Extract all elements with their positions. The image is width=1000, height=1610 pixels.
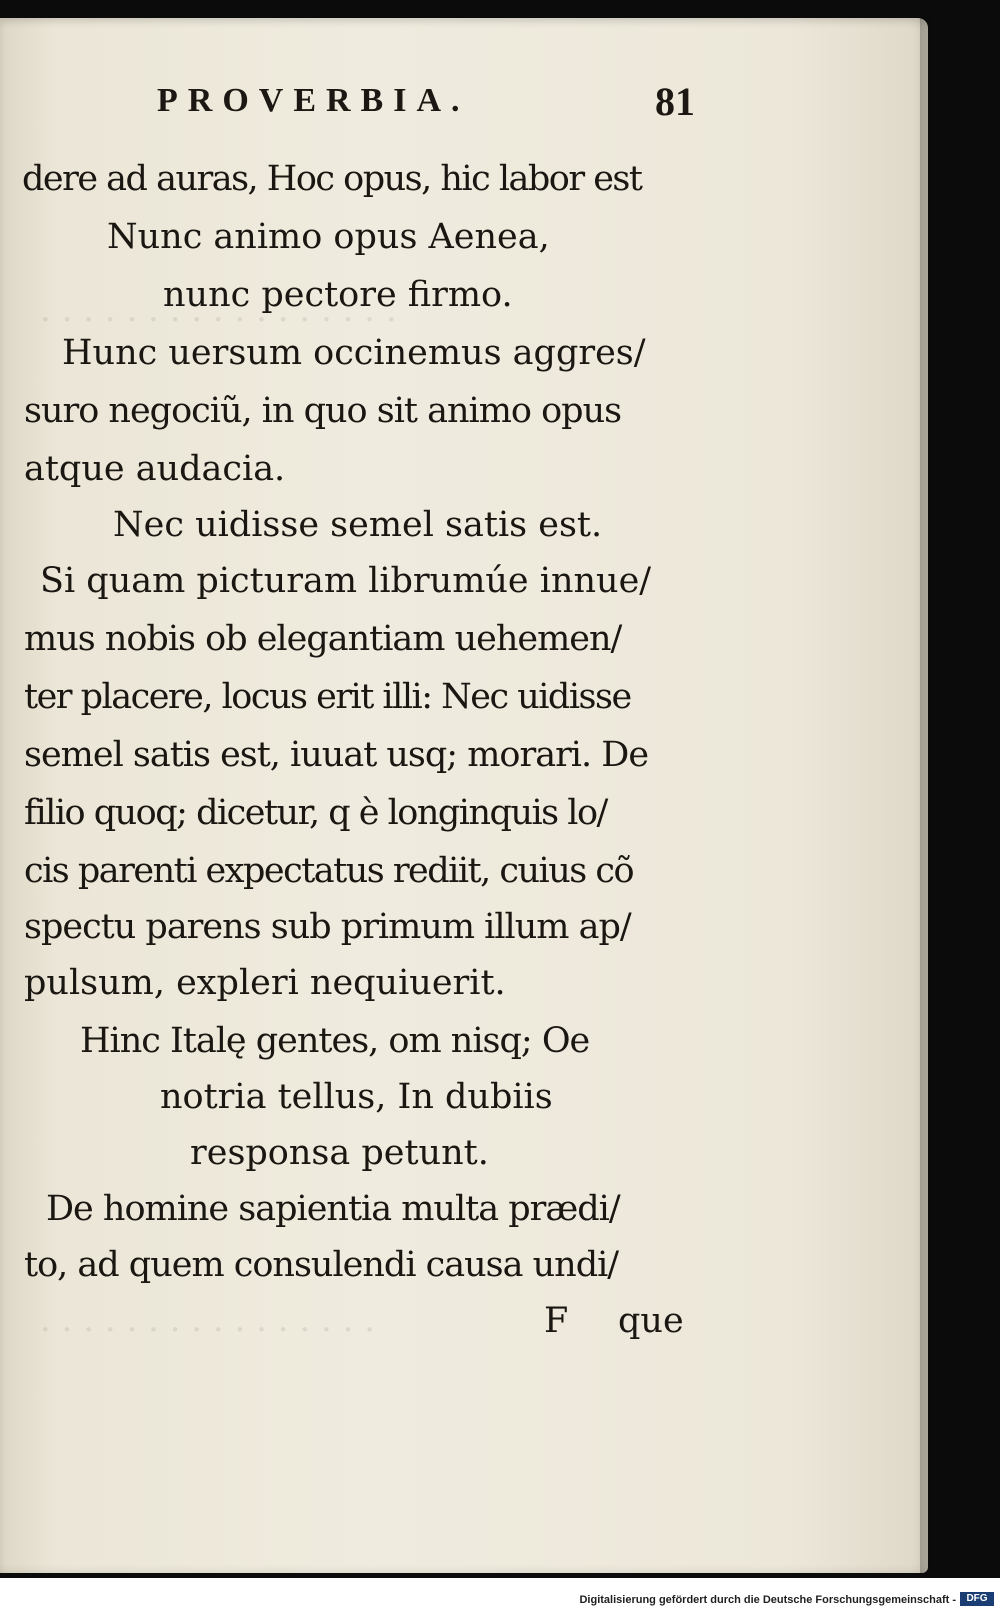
- show-through-texture: · · · · · · · · · · · · · · · ·: [40, 1310, 376, 1350]
- page-edge-shadow: [920, 18, 934, 1573]
- show-through-texture: · · · · · · · · · · · · · · · · ·: [40, 300, 397, 340]
- text-line: Si quam picturam librumúe innue/: [40, 561, 652, 601]
- text-line: spectu parens sub primum illum ap/: [24, 907, 631, 947]
- dfg-logo: DFG: [960, 1592, 994, 1606]
- text-line: cis parenti expectatus rediit, cuius cõ: [24, 851, 634, 891]
- text-line: dere ad auras, Hoc opus, hic labor est: [22, 159, 642, 199]
- text-line: notria tellus, In dubiis: [160, 1077, 553, 1117]
- text-line: pulsum, expleri nequiuerit.: [24, 963, 506, 1003]
- signature-mark: F: [544, 1301, 569, 1341]
- text-line: Nec uidisse semel satis est.: [113, 505, 603, 545]
- text-line: suro negociũ, in quo sit animo opus: [24, 391, 622, 431]
- catchword: que: [618, 1301, 684, 1341]
- text-line: to, ad quem consulendi causa undi/: [24, 1245, 619, 1285]
- text-line: atque audacia.: [24, 449, 286, 489]
- text-line: responsa petunt.: [190, 1133, 489, 1173]
- text-line: Hinc Italę gentes, om nisq; Oe: [80, 1021, 590, 1061]
- running-title: PROVERBIA.: [157, 82, 470, 119]
- text-line: semel satis est, iuuat usq; morari. De: [24, 735, 649, 775]
- text-line: Nunc animo opus Aenea,: [107, 217, 550, 257]
- text-line: Hunc uersum occinemus aggres/: [62, 333, 646, 373]
- digitization-credit: Digitalisierung gefördert durch die Deutsche Forschungsgemeinschaft -: [579, 1594, 956, 1606]
- text-line: De homine sapientia multa prædi/: [46, 1189, 620, 1229]
- page-number: 81: [655, 79, 695, 124]
- text-line: ter placere, locus erit illi: Nec uidisse: [24, 677, 631, 717]
- text-line: mus nobis ob elegantiam uehemen/: [24, 619, 622, 659]
- text-line: filio quoq; dicetur, q è longinquis lo/: [24, 793, 607, 833]
- text-line: nunc pectore firmo.: [163, 275, 513, 315]
